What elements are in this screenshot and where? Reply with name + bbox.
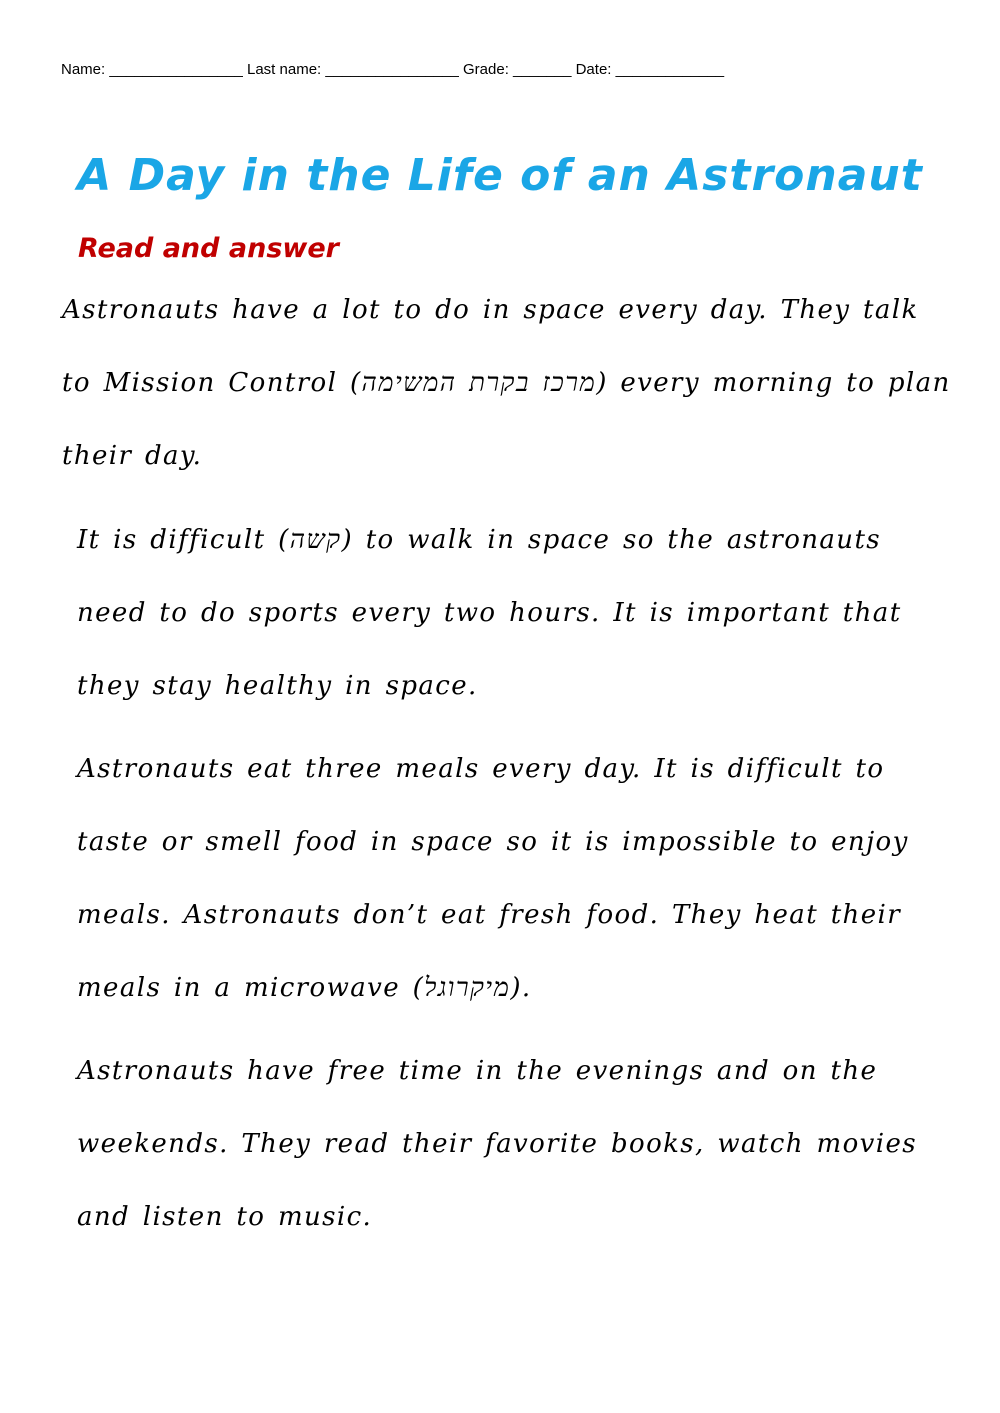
paragraph-sports [77, 504, 902, 723]
paragraph-free-time [77, 1035, 917, 1254]
paragraph-line: meals. Astronauts don’t eat fresh food. They heat their [77, 900, 902, 930]
worksheet-title: A Day in the Life of an Astronaut [77, 150, 923, 201]
paragraph-line: meals in a microwave (מיקרוגל). [77, 973, 532, 1003]
paragraph-line: they stay healthy in space. [77, 671, 478, 701]
instruction-heading: Read and answer [78, 233, 339, 264]
paragraph-line: Astronauts have a lot to do in space every day. They talk [62, 295, 919, 325]
paragraph-line: Astronauts eat three meals every day. It is difficult to [77, 754, 885, 784]
paragraph-line: and listen to music. [77, 1202, 373, 1232]
paragraph-line: need to do sports every two hours. It is important that [77, 598, 902, 628]
paragraph-line: Astronauts have free time in the evenings and on the [77, 1056, 878, 1086]
paragraph-mission-control [62, 274, 951, 493]
paragraph-line: It is difficult (קשה) to walk in space so the astronauts [77, 525, 882, 555]
paragraph-meals [77, 733, 909, 1025]
paragraph-line: weekends. They read their favorite books, watch movies [77, 1129, 917, 1159]
paragraph-line: taste or smell food in space so it is impossible to enjoy [77, 827, 909, 857]
student-info-fields: Name: ________________ Last name: ________________ Grade: _______ Date: _____________ [61, 61, 725, 78]
paragraph-line: to Mission Control (מרכז בקרת המשימה) every morning to plan [62, 368, 951, 398]
paragraph-line: their day. [62, 441, 203, 471]
